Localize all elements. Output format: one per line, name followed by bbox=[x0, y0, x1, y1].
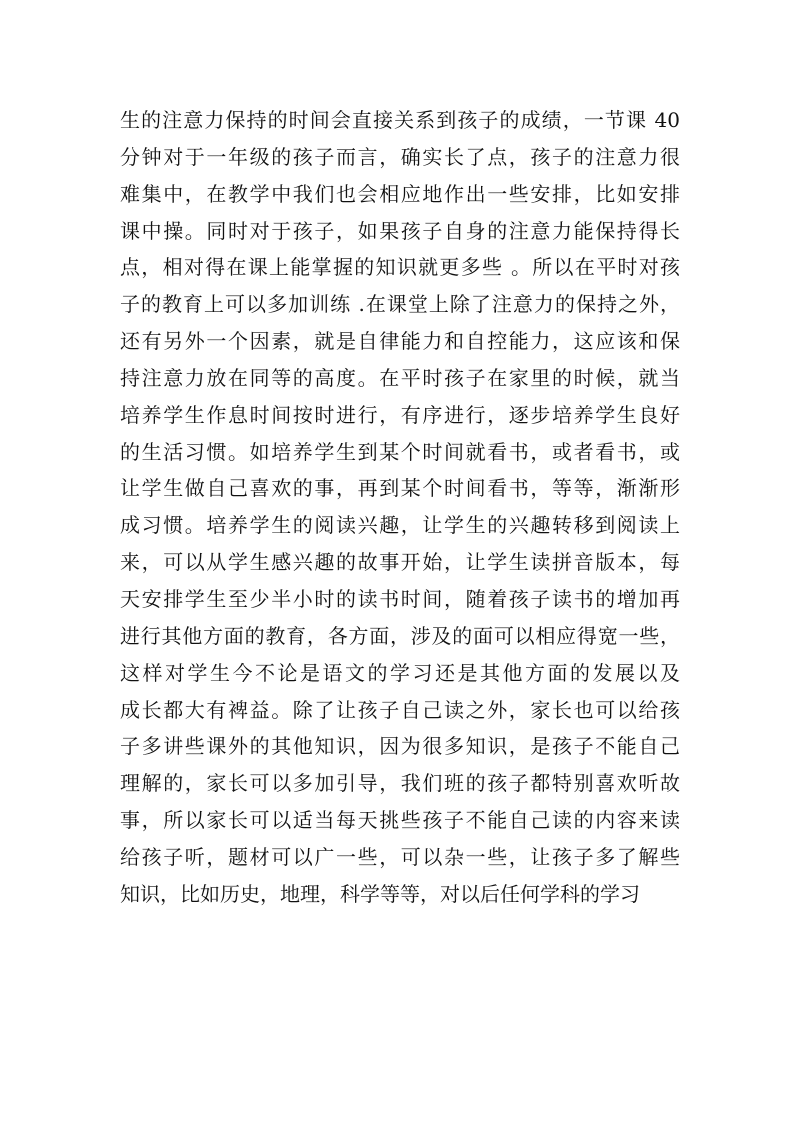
text-line: 理解的，家长可以多加引导，我们班的孩子都特别喜欢听故 bbox=[120, 771, 680, 796]
text-line: 分钟对于一年级的孩子而言，确实长了点，孩子的注意力很 bbox=[120, 144, 680, 169]
text-line: 来，可以从学生感兴趣的故事开始，让学生读拼音版本，每 bbox=[120, 550, 680, 575]
text-line: 课中操。同时对于孩子，如果孩子自身的注意力能保持得长 bbox=[120, 218, 680, 243]
body-paragraph bbox=[120, 102, 680, 913]
text-line: 让学生做自己喜欢的事，再到某个时间看书，等等，渐渐形 bbox=[120, 476, 680, 501]
text-line: 事，所以家长可以适当每天挑些孩子不能自己读的内容来读 bbox=[120, 808, 680, 833]
text-line: 子的教育上可以多加训练 .在课堂上除了注意力的保持之外， bbox=[120, 292, 680, 317]
text-line: 培养学生作息时间按时进行，有序进行，逐步培养学生良好 bbox=[120, 402, 680, 427]
text-line: 点，相对得在课上能掌握的知识就更多些 。所以在平时对孩 bbox=[120, 255, 680, 280]
text-line: 给孩子听，题材可以广一些，可以杂一些，让孩子多了解些 bbox=[120, 844, 680, 869]
text-line: 生的注意力保持的时间会直接关系到孩子的成绩，一节课 40 bbox=[120, 108, 680, 132]
text-line: 子多讲些课外的其他知识，因为很多知识，是孩子不能自己 bbox=[120, 734, 680, 759]
text-line: 成习惯。培养学生的阅读兴趣，让学生的兴趣转移到阅读上 bbox=[120, 513, 680, 538]
text-line: 这样对学生今不论是语文的学习还是其他方面的发展以及 bbox=[120, 660, 680, 685]
text-line: 还有另外一个因素，就是自律能力和自控能力，这应该和保 bbox=[120, 329, 680, 354]
text-line: 进行其他方面的教育，各方面，涉及的面可以相应得宽一些， bbox=[120, 623, 680, 648]
text-line: 天安排学生至少半小时的读书时间，随着孩子读书的增加再 bbox=[120, 586, 680, 611]
text-line: 持注意力放在同等的高度。在平时孩子在家里的时候，就当 bbox=[120, 365, 680, 390]
text-line: 知识，比如历史，地理，科学等等，对以后任何学科的学习 bbox=[120, 881, 640, 906]
text-line: 的生活习惯。如培养学生到某个时间就看书，或者看书，或 bbox=[120, 439, 680, 464]
text-line: 成长都大有裨益。除了让孩子自己读之外，家长也可以给孩 bbox=[120, 697, 680, 722]
text-line: 难集中，在教学中我们也会相应地作出一些安排，比如安排 bbox=[120, 181, 680, 206]
